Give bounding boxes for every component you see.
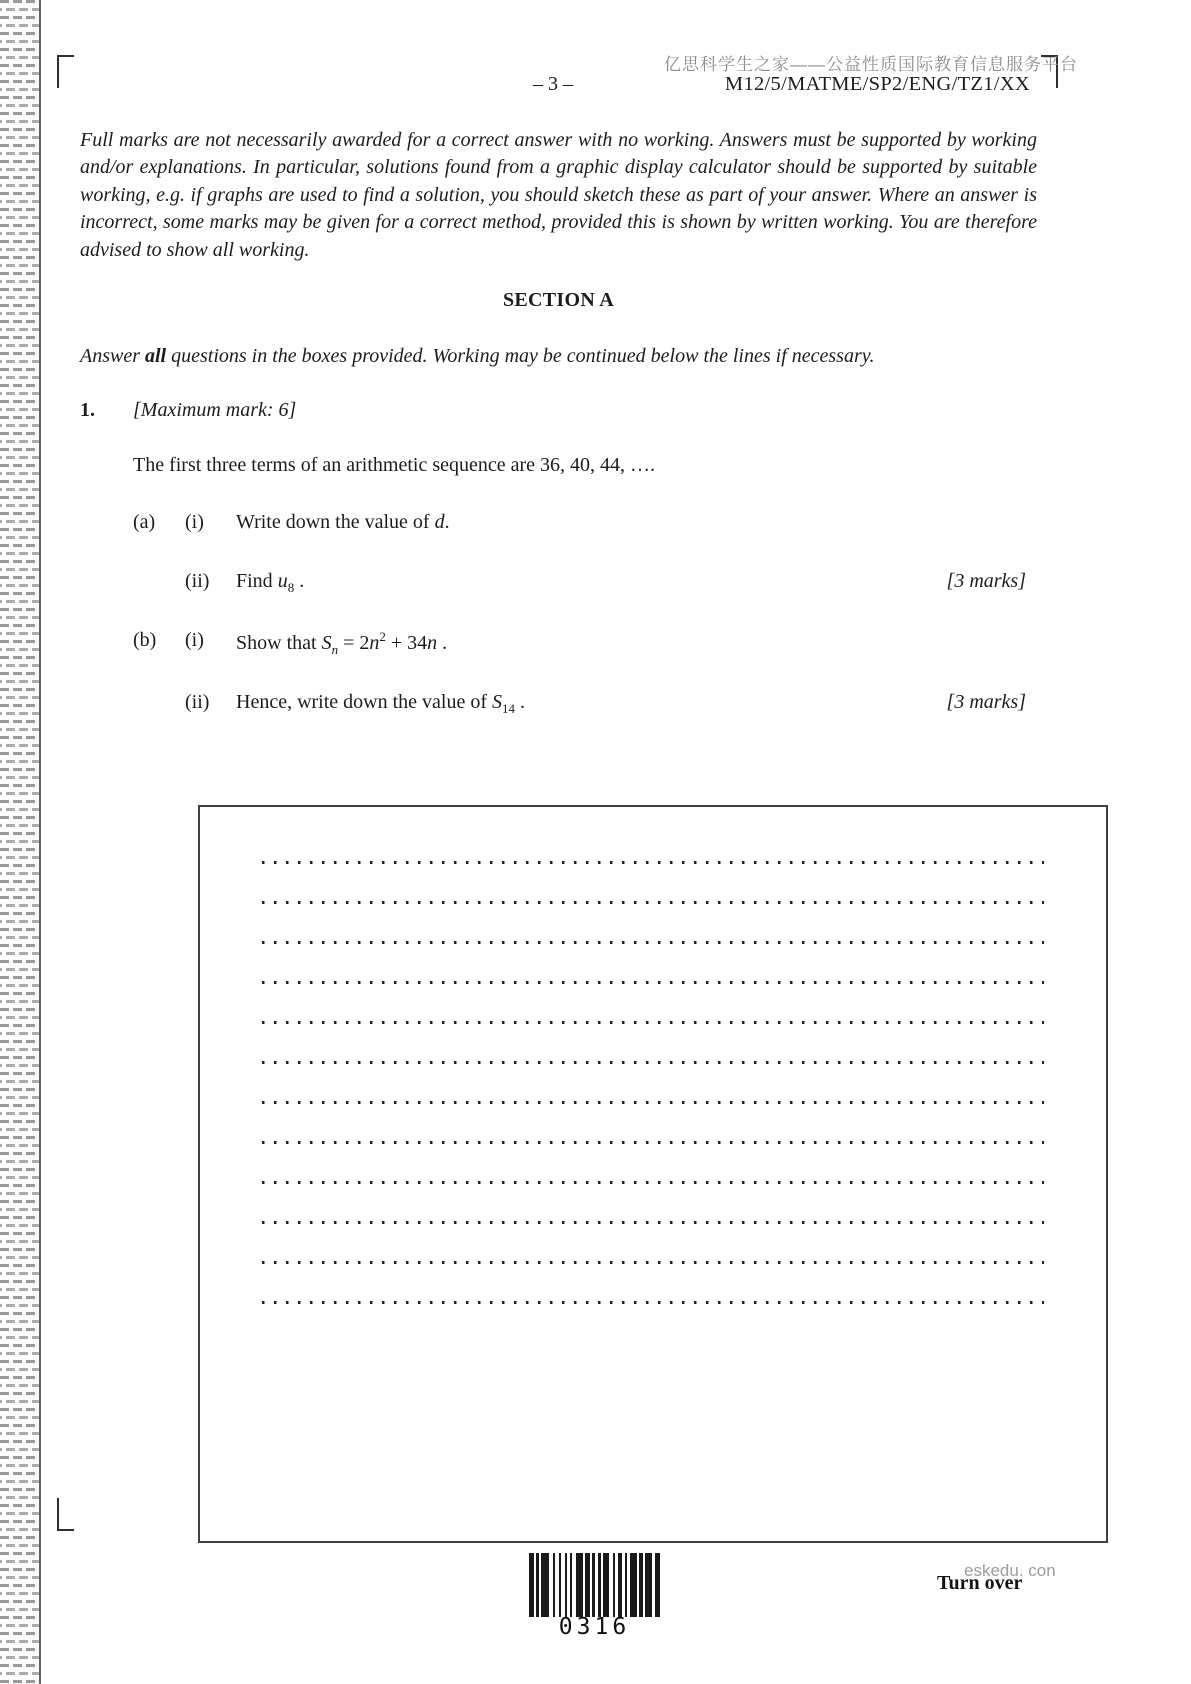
watermark-header: 亿思科学生之家——公益性质国际教育信息服务平台	[664, 55, 1078, 74]
turn-over-label: Turn over	[937, 1572, 1023, 1594]
answer-note-post: questions in the boxes provided. Working may be continued below the lines if necessary.	[166, 345, 875, 367]
crop-mark-top-left	[57, 55, 74, 88]
answer-note-pre: Answer	[80, 345, 145, 367]
crop-mark-bottom-left	[57, 1498, 74, 1531]
answer-note-bold: all	[145, 345, 167, 367]
rubric-paragraph: Full marks are not necessarily awarded for a correct answer with no working. Answers must be supported by working and/or explanations. In particular, solutions found from a graphic display calculator should be supported by suitable working, e.g. if graphs are used to find a solution, you should sketch these as part of your answer. Where an answer is incorrect, some marks may be given for a correct method, provided this is shown by written working. You are therefore advised to show all working.	[80, 129, 1037, 261]
part-text: Find $u_8$ .	[236, 570, 305, 595]
subpart-label: (i)	[185, 511, 204, 533]
part-label: (b)	[133, 629, 157, 651]
barcode	[529, 1553, 660, 1617]
question-number: 1.	[80, 399, 95, 421]
subpart-label: (ii)	[185, 691, 210, 713]
question-intro: The first three terms of an arithmetic sequence are 36, 40, 44, ….	[133, 454, 656, 476]
section-title: SECTION A	[502, 289, 615, 311]
question-part-a-i	[133, 511, 1026, 537]
part-text: Write down the value of d.	[236, 511, 450, 533]
page-number: – 3 –	[533, 73, 573, 95]
answer-lines	[262, 861, 1044, 1341]
question-part-b-i	[133, 629, 1026, 655]
part-text: Hence, write down the value of $S_{14}$ .	[236, 691, 526, 716]
part-text: Show that $S_n = 2n^2 + 34n$ .	[236, 629, 448, 657]
scan-edge-texture	[0, 0, 41, 1684]
question-part-a-ii	[133, 570, 1026, 596]
marks-label: [3 marks]	[946, 570, 1026, 592]
subpart-label: (ii)	[185, 570, 210, 592]
watermark-footer: eskedu. con	[964, 1561, 1056, 1580]
marks-label: [3 marks]	[946, 691, 1026, 713]
subpart-label: (i)	[185, 629, 204, 651]
answer-instructions	[80, 345, 1037, 368]
question-part-b-ii	[133, 691, 1026, 717]
answer-box	[198, 805, 1108, 1543]
maximum-mark: [Maximum mark: 6]	[133, 399, 297, 421]
part-label: (a)	[133, 511, 156, 533]
paper-code: M12/5/MATME/SP2/ENG/TZ1/XX	[724, 73, 1030, 95]
barcode-digits: 0316	[558, 1614, 631, 1640]
